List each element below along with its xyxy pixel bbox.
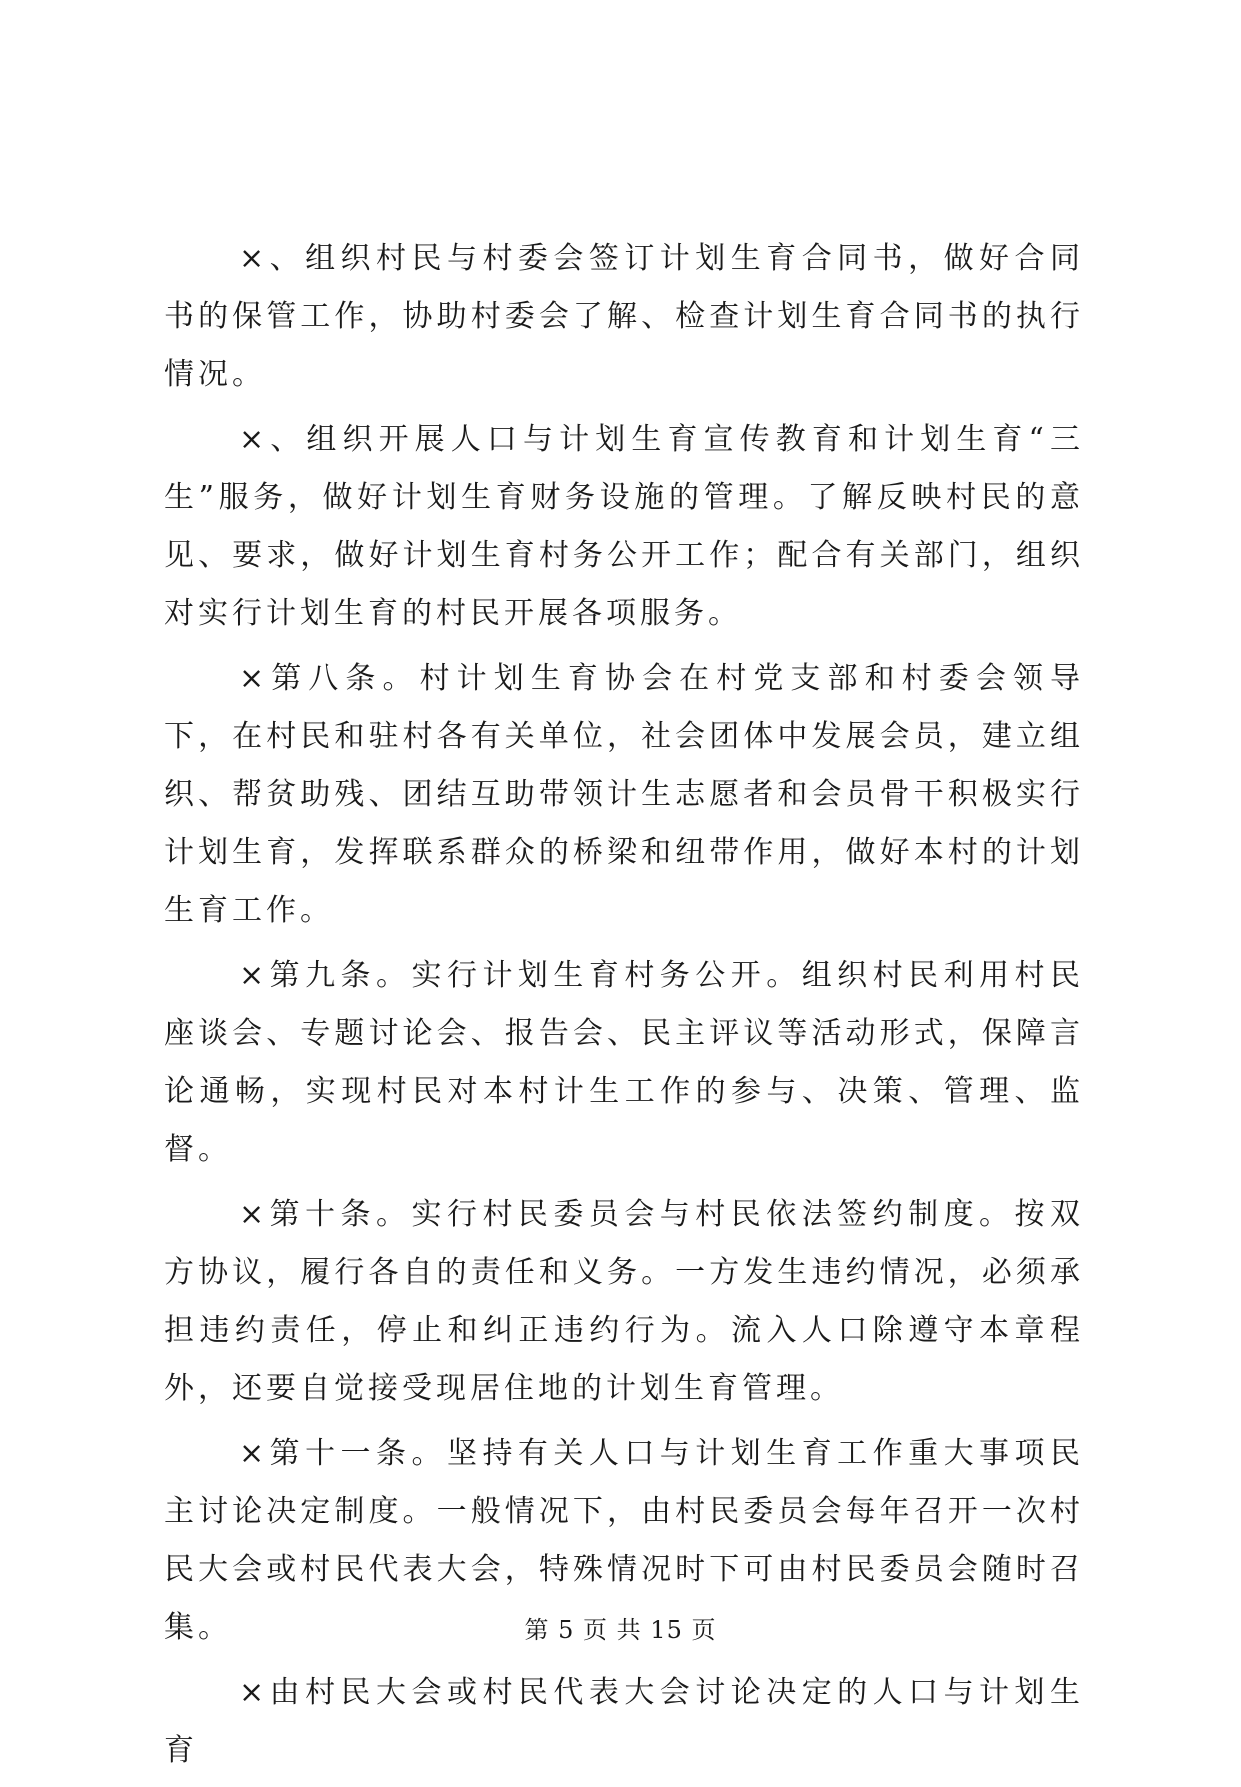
paragraph-5: ×第十条。实行村民委员会与村民依法签约制度。按双方协议，履行各自的责任和义务。一方发生违约情况，必须承担违约责任，停止和纠正违约行为。流入人口除遵守本章程外，还要自觉接受现居住地的计划生育管理。	[164, 1197, 1084, 1406]
paragraph-1: ×、组织村民与村委会签订计划生育合同书，做好合同书的保管工作，协助村委会了解、检查计划生育合同书的执行情况。	[164, 241, 1084, 392]
paragraph-4: ×第九条。实行计划生育村务公开。组织村民利用村民座谈会、专题讨论会、报告会、民主评议等活动形式，保障言论通畅，实现村民对本村计生工作的参与、决策、管理、监督。	[164, 958, 1084, 1167]
paragraph-6: ×第十一条。坚持有关人口与计划生育工作重大事项民主讨论决定制度。一般情况下，由村民委员会每年召开一次村民大会或村民代表大会，特殊情况时下可由村民委员会随时召集。	[164, 1436, 1084, 1645]
paragraph-2: ×、组织开展人口与计划生育宣传教育和计划生育“三生”服务，做好计划生育财务设施的管理。了解反映村民的意见、要求，做好计划生育村务公开工作；配合有关部门，组织对实行计划生育的村民开展各项服务。	[164, 422, 1084, 631]
page-number-footer: 第 5 页 共 15 页	[524, 1616, 717, 1644]
paragraph-7: ×由村民大会或村民代表大会讨论决定的人口与计划生育	[164, 1675, 1084, 1768]
paragraph-3: ×第八条。村计划生育协会在村党支部和村委会领导下，在村民和驻村各有关单位，社会团体中发展会员，建立组织、帮贫助残、团结互助带领计生志愿者和会员骨干积极实行计划生育，发挥联系群众的桥梁和纽带作用，做好本村的计划生育工作。	[164, 661, 1084, 928]
document-body	[164, 230, 1084, 1787]
